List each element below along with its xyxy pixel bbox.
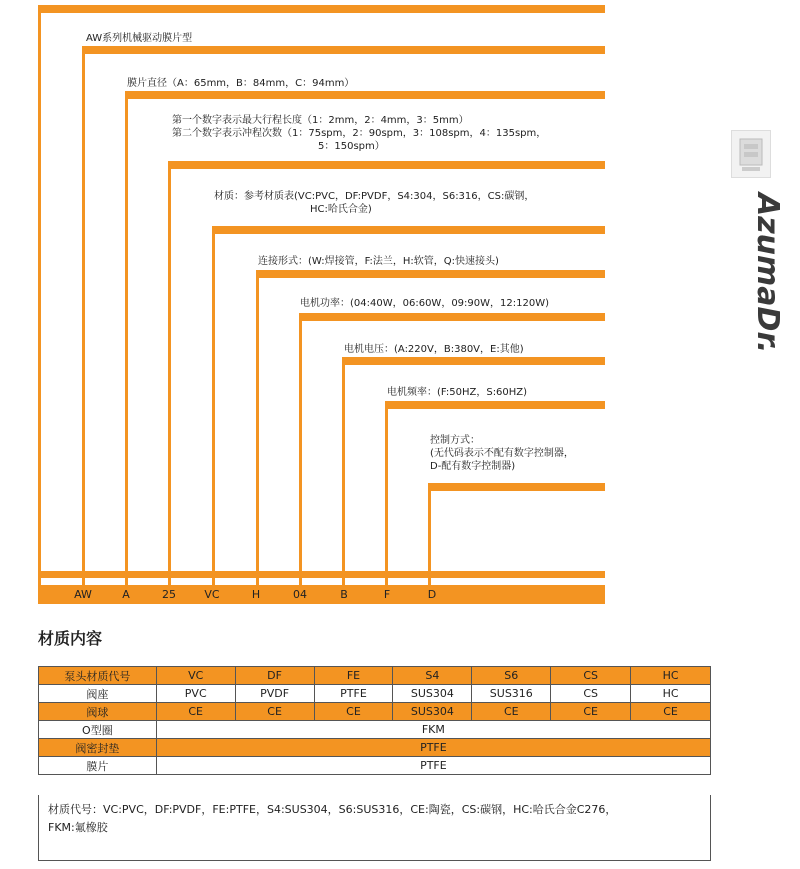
table-cell: SUS304	[393, 685, 472, 703]
row-label: 阀球	[39, 703, 157, 721]
bar-stroke	[168, 161, 605, 169]
vline-d2	[428, 483, 431, 585]
vline-04	[256, 270, 259, 585]
table-row	[39, 739, 711, 757]
label-control-1: 控制方式：	[430, 435, 480, 446]
bar-control	[428, 483, 605, 491]
table-row	[39, 757, 711, 775]
brand-logo	[728, 188, 788, 378]
table-row	[39, 721, 711, 739]
vline-f	[342, 357, 345, 585]
label-control-3: D-配有数字控制器)	[430, 461, 516, 472]
bar-power	[299, 313, 605, 321]
bar-bottom-top	[38, 571, 605, 578]
label-stroke: 第一个数字表示最大行程长度（1：2mm，2：4mm，3：5mm）	[172, 115, 469, 126]
table-cell: PTFE	[314, 685, 393, 703]
vline-a	[82, 46, 85, 585]
table-cell: HC	[631, 685, 711, 703]
table-cell: VC	[156, 667, 235, 685]
vline-vc	[168, 161, 171, 585]
table-cell: S6	[472, 667, 551, 685]
bar-frequency	[385, 401, 605, 409]
table-cell: DF	[235, 667, 314, 685]
row-label: 阀密封垫	[39, 739, 157, 757]
section-title: 材质内容	[38, 629, 103, 648]
label-material-1: 材质：参考材质表(VC:PVC，DF:PVDF，S4:304，S6:316，CS:碳钢，	[214, 191, 535, 202]
code-vc: VC	[204, 588, 220, 601]
row-label: 膜片	[39, 757, 157, 775]
material-table	[38, 666, 711, 775]
table-cell: CE	[551, 703, 631, 721]
vline-25	[125, 91, 128, 585]
code-h: H	[251, 588, 261, 601]
bar-top	[38, 5, 605, 13]
table-cell: CE	[472, 703, 551, 721]
code-a: A	[122, 588, 130, 601]
table-cell: S4	[393, 667, 472, 685]
row-label: O型圈	[39, 721, 157, 739]
table-cell: CE	[631, 703, 711, 721]
code-f: F	[383, 588, 391, 601]
label-material-2: HC:哈氏合金)	[310, 204, 372, 215]
note-line-2: FKM:氟橡胶	[48, 821, 108, 834]
bar-voltage	[342, 357, 605, 365]
table-cell: PVC	[156, 685, 235, 703]
table-cell: CS	[551, 667, 631, 685]
note-line-1: 材质代号：VC:PVC，DF:PVDF，FE:PTFE，S4:SUS304，S6:SUS316，CE:陶瓷，CS:碳钢，HC:哈氏合金C276，	[48, 803, 617, 816]
bar-diameter	[125, 91, 605, 99]
vline-b	[299, 313, 302, 585]
code-d: D	[427, 588, 437, 601]
vline-aw	[38, 5, 41, 585]
table-cell: PVDF	[235, 685, 314, 703]
table-cell: PTFE	[156, 739, 710, 757]
product-thumbnail	[731, 130, 771, 178]
material-note	[48, 801, 616, 837]
label-frequency: 电机频率：(F:50HZ，S:60HZ)	[387, 387, 528, 398]
label-power: 电机功率：(04:40W，06:60W，09:90W，12:120W)	[300, 298, 549, 309]
table-cell: PTFE	[156, 757, 710, 775]
bar-series	[82, 46, 605, 54]
table-cell: CE	[235, 703, 314, 721]
label-series: AW系列机械驱动膜片型	[86, 33, 193, 44]
label-spm-2: 5：150spm）	[318, 141, 385, 152]
table-cell: CE	[156, 703, 235, 721]
label-diameter: 膜片直径（A：65mm，B：84mm，C：94mm）	[127, 78, 355, 89]
table-cell: SUS316	[472, 685, 551, 703]
pump-icon	[732, 131, 770, 177]
table-cell: CE	[314, 703, 393, 721]
label-spm-1: 第二个数字表示冲程次数（1：75spm，2：90spm，3：108spm，4：135spm，	[172, 128, 547, 139]
code-aw: AW	[74, 588, 92, 601]
bar-material	[212, 226, 605, 234]
code-b: B	[340, 588, 348, 601]
brand-name: AzumaDr.	[750, 193, 785, 354]
table-cell: CS	[551, 685, 631, 703]
label-voltage: 电机电压：(A:220V，B:380V，E:其他)	[344, 344, 524, 355]
table-cell: HC	[631, 667, 711, 685]
table-row	[39, 703, 711, 721]
bar-connection	[256, 270, 605, 278]
vline-d1	[385, 401, 388, 585]
code-04: 04	[293, 588, 307, 601]
table-cell: FKM	[156, 721, 710, 739]
label-control-2: (无代码表示不配有数字控制器，	[430, 448, 574, 459]
vline-h	[212, 226, 215, 585]
code-25: 25	[162, 588, 176, 601]
table-row	[39, 667, 711, 685]
table-cell: SUS304	[393, 703, 472, 721]
table-cell: FE	[314, 667, 393, 685]
row-label: 泵头材质代号	[39, 667, 157, 685]
table-row	[39, 685, 711, 703]
label-connection: 连接形式：(W:焊接管，F:法兰，H:软管，Q:快速接头)	[258, 256, 499, 267]
row-label: 阀座	[39, 685, 157, 703]
